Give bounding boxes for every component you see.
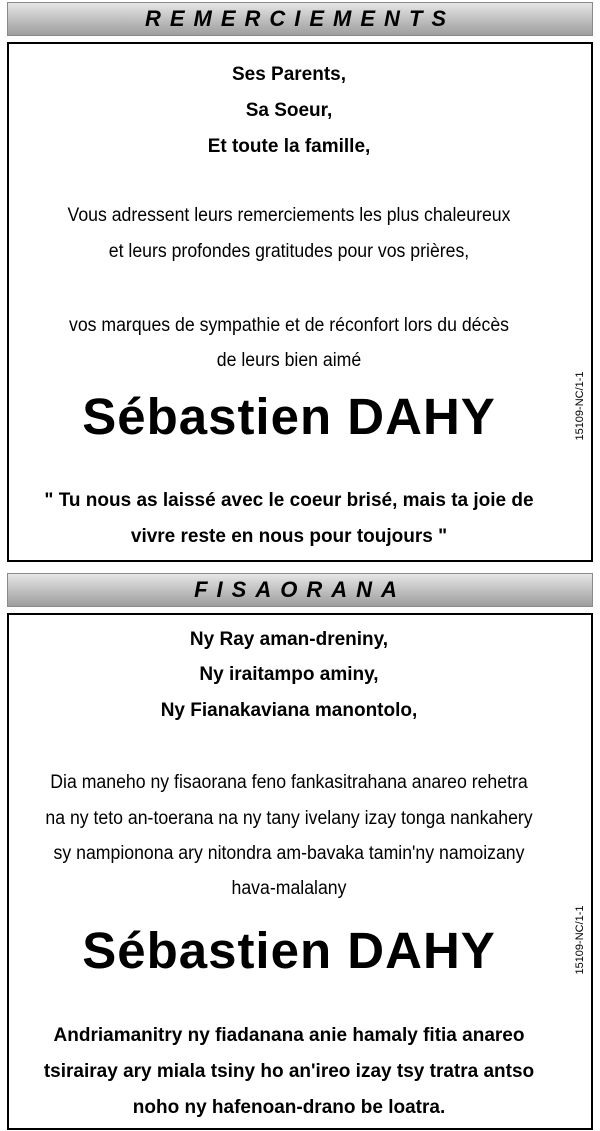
family-line: Sa Soeur, (245, 100, 333, 121)
closing-line: noho ny hafenoan-drano be loatra. (132, 1097, 446, 1118)
message-line: na ny teto an-toerana na ny tany ivelany izay tonga nankahery (45, 808, 533, 829)
remerciements-title: REMERCIEMENTS (144, 6, 456, 31)
remerciements-notice (7, 42, 593, 562)
fisaorana-notice (7, 613, 593, 1130)
reference-code: 15109-NC/1-1 (574, 371, 586, 441)
family-line: Ses Parents, (231, 64, 347, 85)
message-line: de leurs bien aimé (216, 350, 362, 371)
fisaorana-banner (7, 573, 593, 607)
family-line: Ny iraitampo aminy, (199, 664, 379, 685)
reference-code: 15109-NC/1-1 (574, 905, 586, 975)
closing-line: Andriamanitry ny fiadanana anie hamaly fitia anareo (53, 1025, 525, 1046)
message-line: Vous adressent leurs remerciements les plus chaleureux (67, 205, 511, 226)
family-line: Ny Ray aman-dreniny, (189, 629, 389, 650)
quote-line: " Tu nous as laissé avec le coeur brisé, mais ta joie de (44, 490, 534, 511)
family-line: Et toute la famille, (207, 136, 371, 157)
message-line: sy nampionona ary nitondra am-bavaka tamin'ny namoizany (53, 843, 525, 864)
message-line: hava-malalany (231, 878, 347, 899)
message-line: et leurs profondes gratitudes pour vos prières, (108, 241, 470, 262)
message-line: vos marques de sympathie et de réconfort lors du décès (68, 315, 510, 336)
deceased-name: Sébastien DAHY (82, 922, 496, 979)
deceased-name: Sébastien DAHY (82, 388, 496, 445)
quote-line: vivre reste en nous pour toujours " (130, 526, 448, 547)
message-line: Dia maneho ny fisaorana feno fankasitrahana anareo rehetra (50, 772, 528, 793)
family-line: Ny Fianakaviana manontolo, (160, 700, 418, 721)
closing-line: tsirairay ary miala tsiny ho an'ireo izay tsy tratra antso (43, 1061, 535, 1082)
fisaorana-title: FISAORANA (194, 577, 406, 602)
remerciements-banner (7, 2, 593, 36)
